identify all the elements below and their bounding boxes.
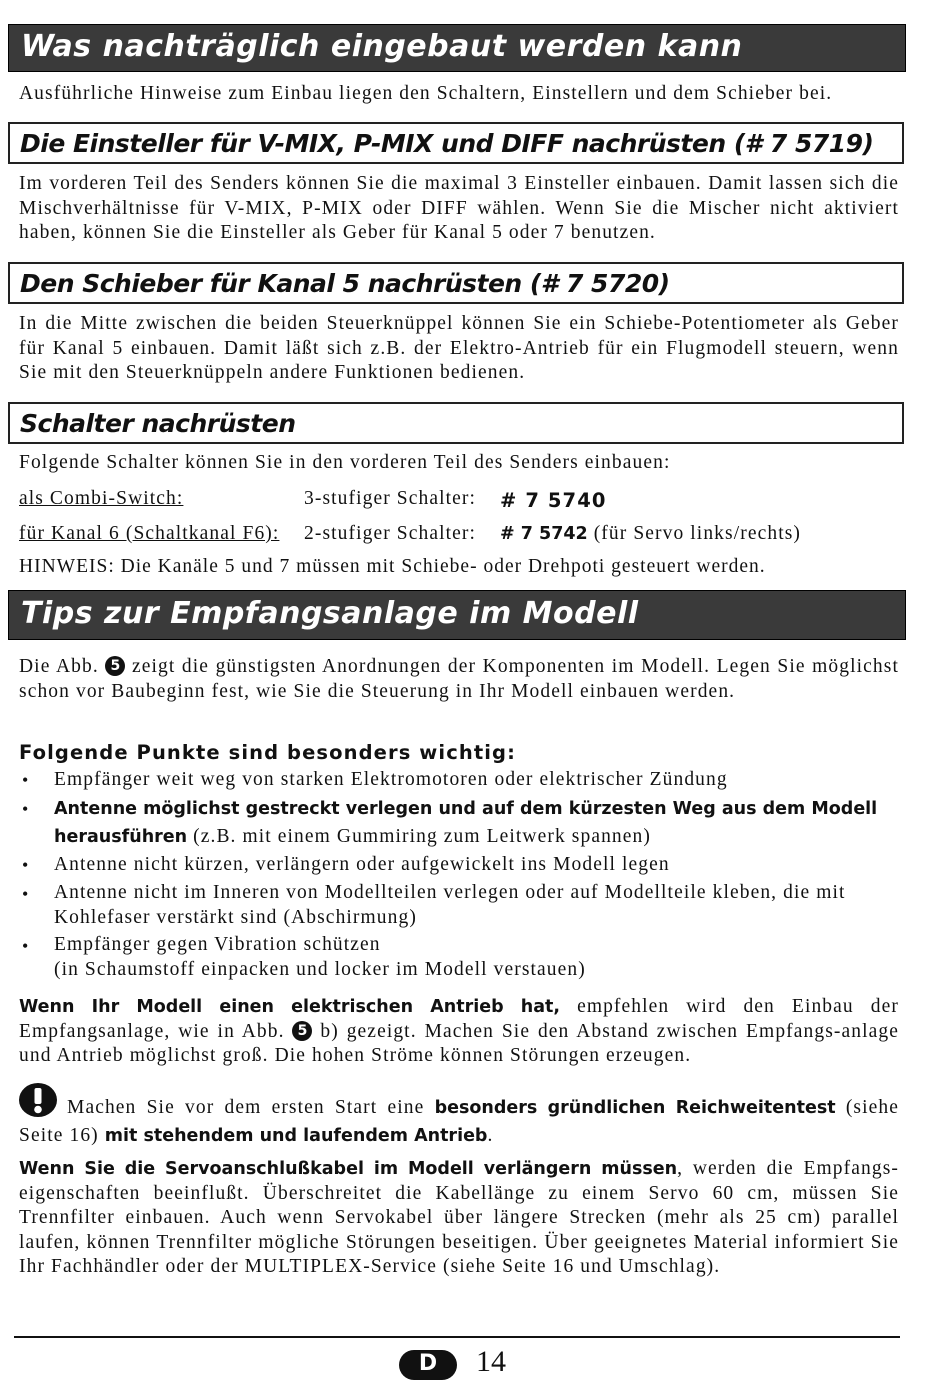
warning-end: . xyxy=(487,1125,494,1146)
bullet-rest: (z.B. mit einem Gummiring zum Leitwerk spannen) xyxy=(193,826,651,847)
abb-pre: Die Abb. xyxy=(19,656,99,677)
footer-rule xyxy=(14,1336,900,1338)
circled-number-icon: 5 xyxy=(105,656,125,676)
abb-paragraph xyxy=(19,655,899,704)
page-number: 14 xyxy=(476,1345,506,1378)
language-badge-label: D xyxy=(418,1351,438,1376)
servo-paragraph xyxy=(19,1157,899,1280)
bullet-bold-line2: herausführen xyxy=(54,827,188,847)
points-heading: Folgende Punkte sind besonders wichtig: xyxy=(19,741,516,764)
subheading-title: Die Einsteller für V-MIX, P-MIX und DIFF nachrüsten (# 7 5719) xyxy=(20,129,874,158)
servo-text: , werden die Empfangs-eigenschaften beeinflußt. Überschreitet die Kabellänge zu einem Servo 60 cm, müssen Sie Trennfilter einbauen. Auch wenn Servokabel über längere Strecken (mehr als 25 cm) parallel laufen, können Trennfilter mögliche Störungen beseitigen. Über geeignetes Material informiert Sie Ihr Fachhändler oder der MULTIPLEX-Service (siehe Seite 16 und Umschlag). xyxy=(19,1158,899,1277)
bullet-line1: Empfänger gegen Vibration schützen xyxy=(54,934,381,955)
language-badge xyxy=(399,1350,457,1380)
antrieb-text-b: b) gezeigt. Machen Sie den Abstand zwischen Empfangs-anlage und Antrieb möglichst groß. Die hohen Ströme können Störungen erzeugen. xyxy=(19,1020,899,1066)
kanal6-switch-code: # 7 5742 xyxy=(500,524,588,544)
subheading-schalter xyxy=(8,402,904,444)
bullet-dot: • xyxy=(22,936,29,956)
circled-number-icon: 5 xyxy=(292,1021,312,1041)
bullet-line2: (in Schaumstoff einpacken und locker im Modell verstauen) xyxy=(54,959,586,980)
bullet-text-antenne xyxy=(54,795,899,851)
subheading-schieber xyxy=(8,262,904,304)
warning-bold-1: besonders gründlichen Reichweitentest xyxy=(434,1098,836,1118)
warning-bold-2: mit stehendem und laufendem Antrieb xyxy=(104,1126,488,1146)
antrieb-bold: Wenn Ihr Modell einen elektrischen Antrieb hat, xyxy=(19,997,561,1017)
bullet-dot: • xyxy=(22,770,29,790)
bullet-bold-line1: Antenne möglichst gestreckt verlegen und auf dem kürzesten Weg aus dem Modell xyxy=(54,799,878,819)
kanal6-switch-type: 2-stufiger Schalter: xyxy=(304,523,476,544)
kanal6-switch-label: für Kanal 6 (Schaltkanal F6): xyxy=(19,523,280,544)
section-heading-empfangsanlage xyxy=(8,590,906,640)
bullet-text: Antenne nicht im Inneren von Modellteilen verlegen oder auf Modellteile kleben, die mit Kohlefaser verstärkt sind (Abschirmung) xyxy=(54,882,846,928)
subheading-title: Den Schieber für Kanal 5 nachrüsten (# 7 5720) xyxy=(20,269,670,298)
section-title: Was nachträglich eingebaut werden kann xyxy=(21,29,743,64)
antrieb-paragraph xyxy=(19,995,899,1069)
kanal6-switch-code-line xyxy=(500,523,801,545)
combi-switch-code: # 7 5740 xyxy=(500,489,607,512)
bullet-text: Empfänger weit weg von starken Elektromotoren oder elektrischer Zündung xyxy=(54,769,728,790)
section-intro: Ausführliche Hinweise zum Einbau liegen den Schaltern, Einstellern und dem Schieber bei. xyxy=(19,83,833,104)
warning-text-a: Machen Sie vor dem ersten Start eine xyxy=(67,1097,425,1118)
abb-post: zeigt die günstigsten Anordnungen der Komponenten im Modell. Legen Sie möglichst schon vor Baubeginn fest, wie Sie die Steuerung in Ihr Modell einbauen werden. xyxy=(19,656,899,702)
bullet-dot: • xyxy=(22,799,29,819)
servo-bold: Wenn Sie die Servoanschlußkabel im Modell verlängern müssen xyxy=(19,1159,678,1179)
warning-paragraph xyxy=(19,1094,899,1150)
einsteller-text: Im vorderen Teil des Senders können Sie die maximal 3 Einsteller einbauen. Damit lassen sich die Mischverhältnisse für V-MIX, P-MIX oder DIFF wählen. Wenn Sie die Mischer nicht aktiviert haben, können Sie die Einsteller als Geber für Kanal 5 oder 7 benutzen. xyxy=(19,173,899,243)
schalter-hinweis: HINWEIS: Die Kanäle 5 und 7 müssen mit Schiebe- oder Drehpoti gesteuert werden. xyxy=(19,556,766,577)
section-title: Tips zur Empfangsanlage im Modell xyxy=(21,596,639,631)
subheading-title: Schalter nachrüsten xyxy=(20,409,296,438)
subheading-einsteller xyxy=(8,122,904,164)
bullet-dot: • xyxy=(22,855,29,875)
schieber-text: In die Mitte zwischen die beiden Steuerknüppel können Sie ein Schiebe-Potentiometer als Geber für Kanal 5 einbauen. Damit läßt sich z.B. der Elektro-Antrieb für ein Flugmodell steuern, wenn Sie mit den Steuerknüppeln andere Funktionen bedienen. xyxy=(19,313,899,383)
warning-text-b: (siehe Seite 16) xyxy=(19,1097,899,1146)
bullet-dot: • xyxy=(22,884,29,904)
kanal6-switch-note: (für Servo links/rechts) xyxy=(593,523,801,544)
bullet-text: Antenne nicht kürzen, verlängern oder aufgewickelt ins Modell legen xyxy=(54,854,670,875)
bullet-text-vibration xyxy=(54,932,899,982)
schalter-intro: Folgende Schalter können Sie in den vorderen Teil des Senders einbauen: xyxy=(19,452,671,473)
section-heading-nachtraeglich xyxy=(8,24,906,72)
combi-switch-type: 3-stufiger Schalter: xyxy=(304,488,476,509)
combi-switch-label: als Combi-Switch: xyxy=(19,488,184,509)
antrieb-text-a: empfehlen wird den Einbau der Empfangsanlage, wie in Abb. xyxy=(19,996,899,1042)
